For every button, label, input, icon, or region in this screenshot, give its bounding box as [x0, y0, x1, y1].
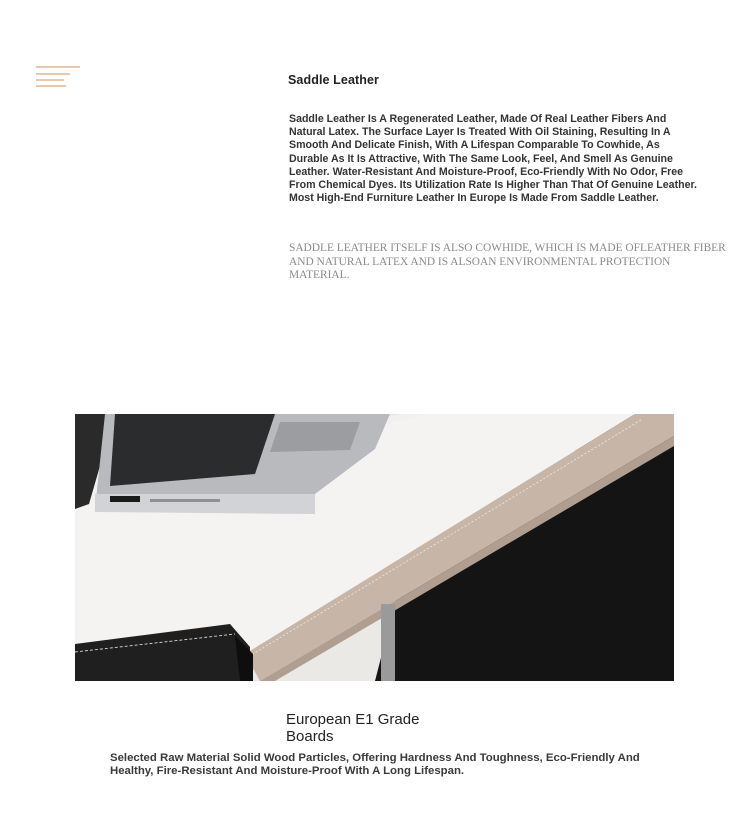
leather-description: Saddle Leather Is A Regenerated Leather, Made Of Real Leather Fibers And Natural Latex. The Surface Layer Is Treated With Oil Staining, Resulting In A Smooth And Delicate Finish, With A Lifespan Comparable To Cowhide, As Durable As It Is Attractive, With The Same Look, Feel, And Smell As Genuine Leather. Water-Resistant And Moisture-Proof, Eco-Friendly With No Odor, Free From Chemical Dyes. Its Utilization Rate Is Higher Than That Of Genuine Leather. Most High-End Furniture Leather In Europe Is Made From Saddle Leather.: [289, 113, 697, 205]
desk-photo: [75, 414, 674, 681]
boards-description: Selected Raw Material Solid Wood Particles, Offering Hardness And Toughness, Eco-Friendly And Healthy, Fire-Resistant And Moisture-Proof With A Long Lifespan.: [110, 752, 640, 777]
boards-title: European E1 Grade Boards: [286, 711, 420, 745]
menu-icon[interactable]: [36, 66, 80, 88]
section-title: Saddle Leather: [288, 73, 380, 87]
leather-note: SADDLE LEATHER ITSELF IS ALSO COWHIDE, WHICH IS MADE OFLEATHER FIBER AND NATURAL LATEX AND IS ALSOAN ENVIRONMENTAL PROTECTION MATERIAL.: [289, 242, 726, 282]
